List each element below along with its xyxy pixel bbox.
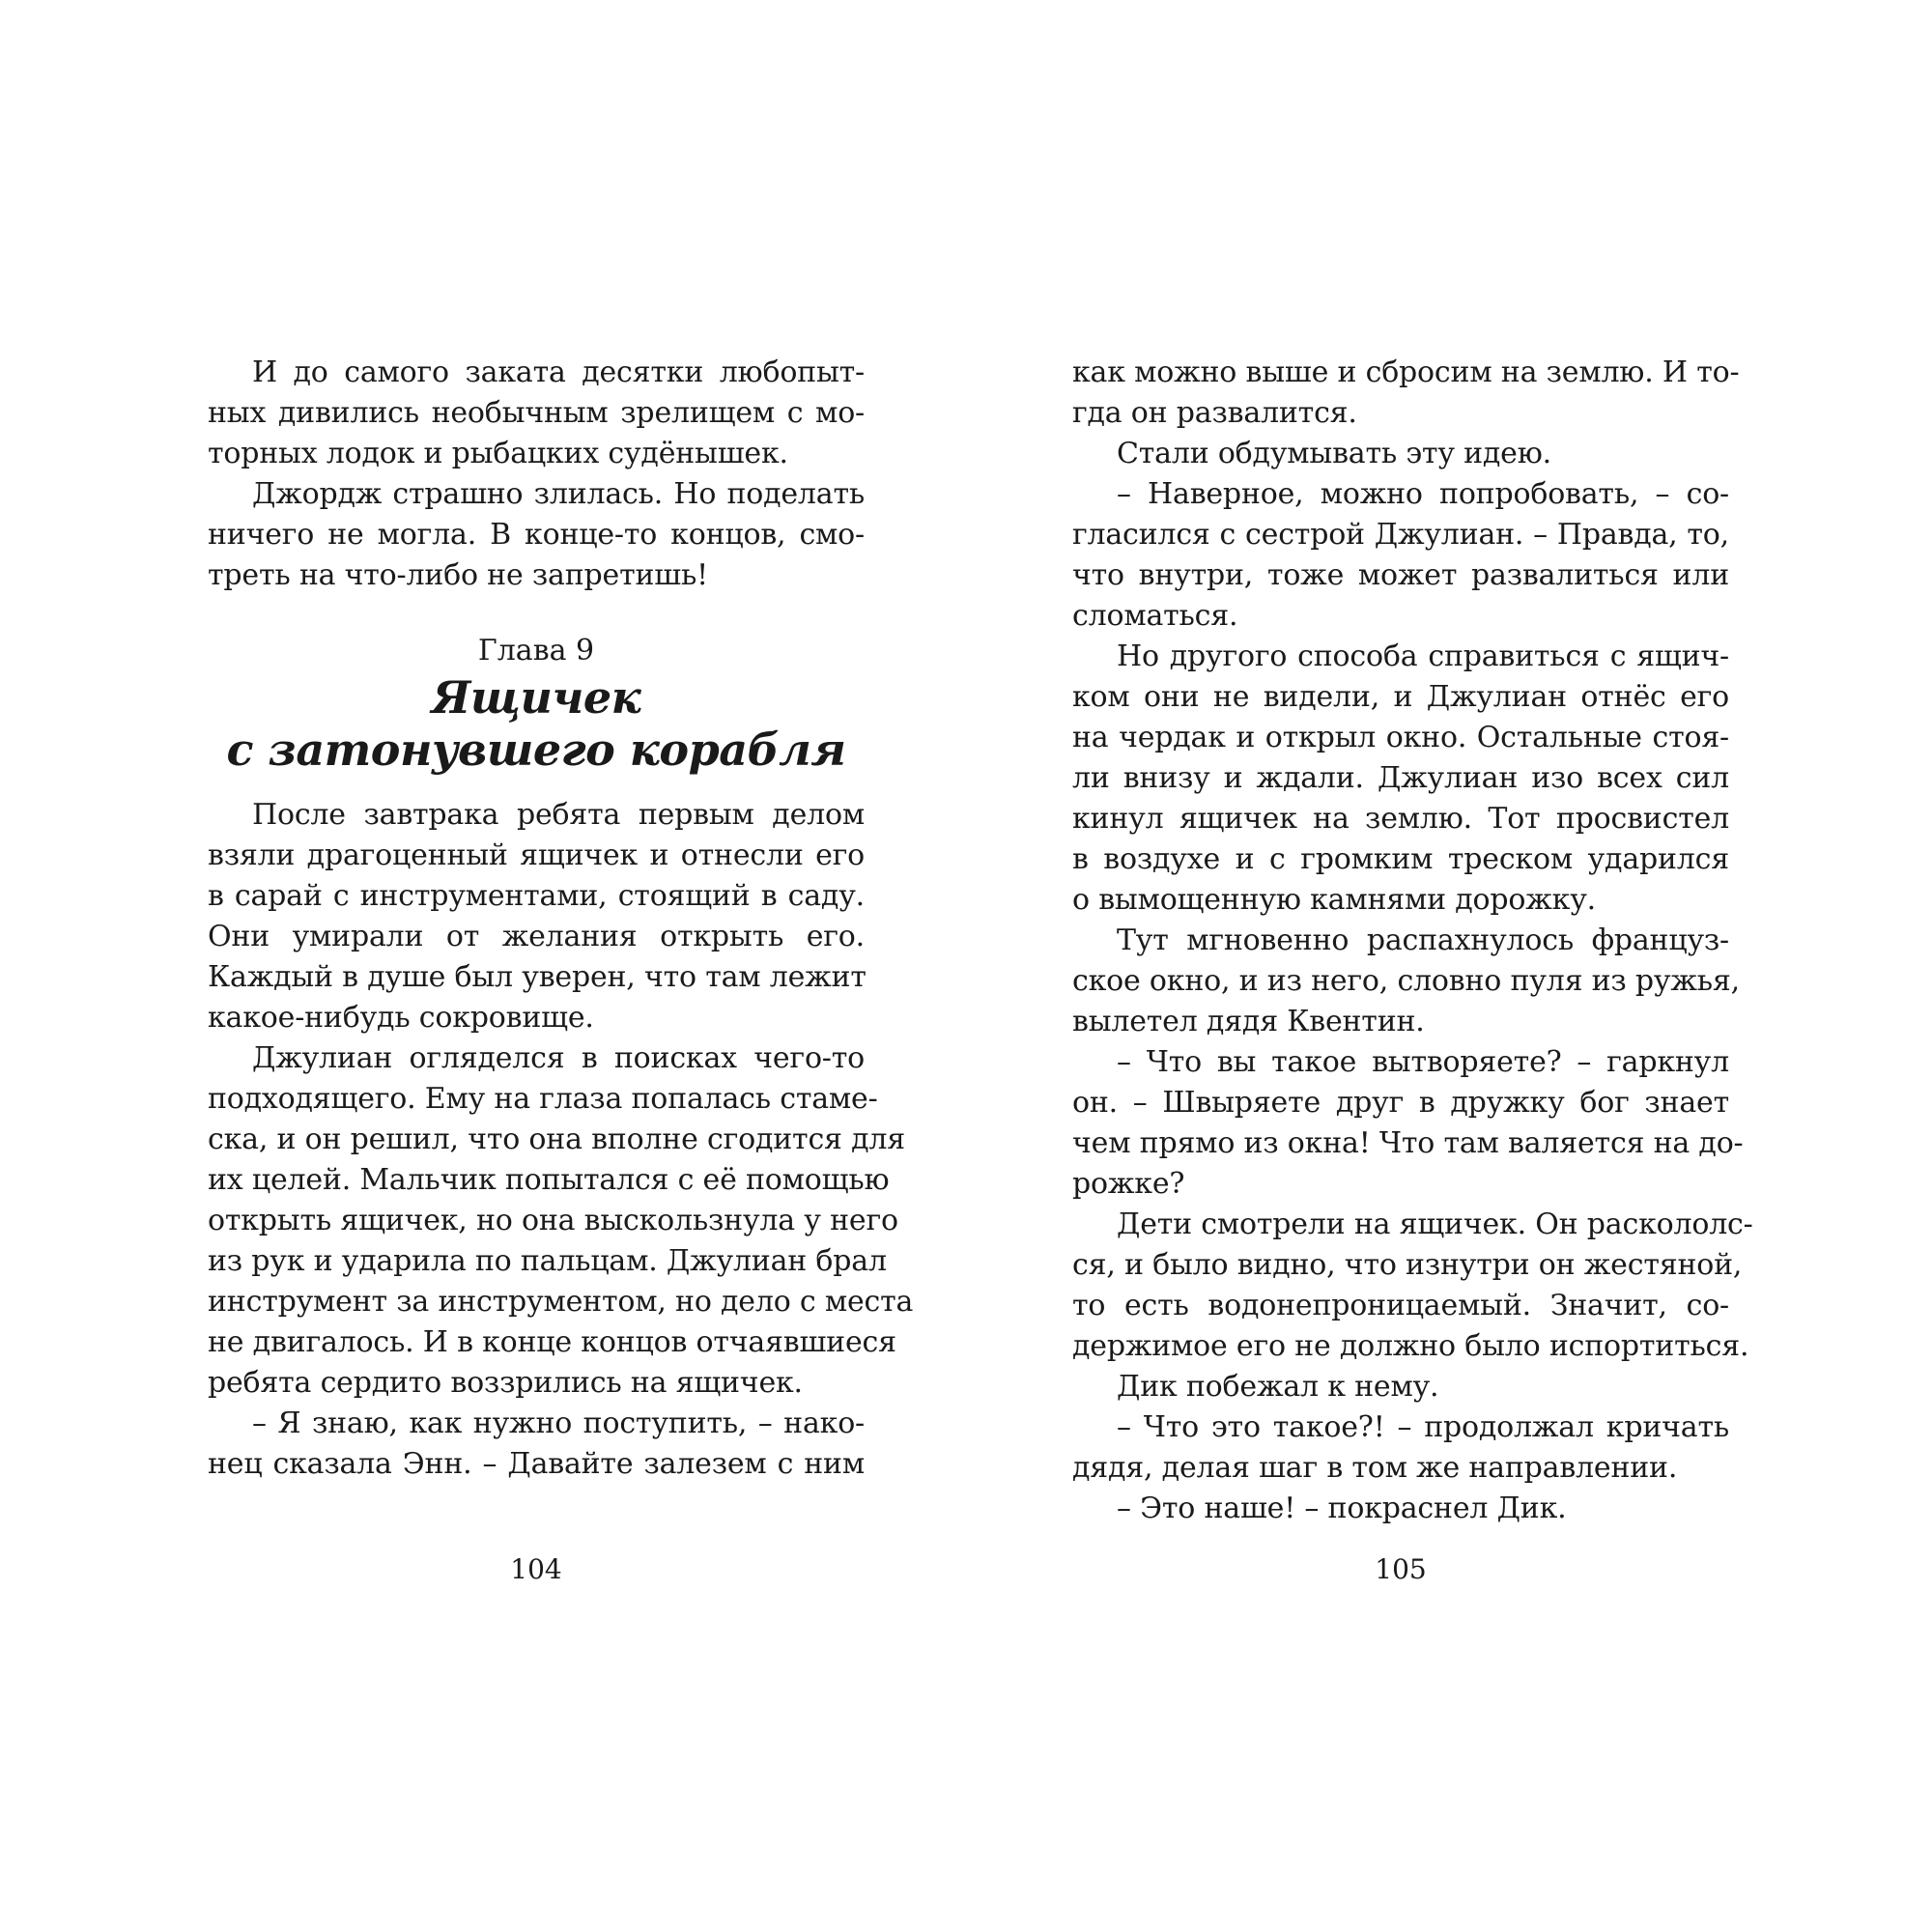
text-line: какое-нибудь сокровище. [208, 1001, 594, 1035]
text-line: гда он развалится. [1072, 396, 1357, 430]
text-line: Джулиан огляделся в поисках чего-то [252, 1041, 865, 1075]
text-line: вылетел дядя Квентин. [1072, 1005, 1425, 1038]
text-line: рожке? [1072, 1167, 1185, 1201]
right-page [1072, 353, 1753, 1529]
text-line: нец сказала Энн. – Давайте залезем с ним [208, 1447, 865, 1481]
text-line: ных дивились необычным зрелищем с мо- [208, 396, 865, 430]
text-line: из рук и ударила по пальцам. Джулиан брал [208, 1244, 887, 1278]
text-line: чем прямо из окна! Что там валяется на до- [1072, 1126, 1744, 1160]
chapter-title-line-2: с затонувшего корабля [226, 724, 846, 776]
right-page-text [1072, 353, 1753, 1529]
chapter-heading [208, 631, 865, 776]
text-line: – Это наше! – покраснел Дик. [1117, 1492, 1567, 1525]
chapter-title-line-1: Ящичек [431, 671, 641, 724]
left-page [208, 353, 914, 1485]
text-line: Джордж страшно злилась. Но поделать [252, 477, 865, 511]
text-line: ком они не видели, и Джулиан отнёс его [1072, 680, 1729, 714]
text-line: ли внизу и ждали. Джулиан изо всех сил [1072, 761, 1729, 795]
text-line: – Что вы такое вытворяете? – гаркнул [1117, 1045, 1729, 1079]
text-line: на чердак и открыл окно. Остальные стоя- [1072, 721, 1729, 754]
text-line: о вымощенную камнями дорожку. [1072, 883, 1596, 917]
text-line: Каждый в душе был уверен, что там лежит [208, 960, 867, 994]
text-line: держимое его не должно было испортиться. [1072, 1329, 1749, 1363]
text-line: ся, и было видно, что изнутри он жестяной, [1072, 1248, 1743, 1282]
text-line: гласился с сестрой Джулиан. – Правда, то, [1072, 518, 1729, 552]
left-page-text-before-chapter [208, 353, 865, 596]
text-line: ска, и он решил, что она вполне сгодится для [208, 1122, 905, 1156]
text-line: их целей. Мальчик попытался с её помощью [208, 1163, 890, 1197]
text-line: открыть ящичек, но она выскользнула у него [208, 1204, 898, 1237]
text-line: как можно выше и сбросим на землю. И то- [1072, 355, 1740, 389]
text-line: Дик побежал к нему. [1117, 1370, 1439, 1404]
text-line: инструмент за инструментом, но дело с места [208, 1285, 914, 1319]
text-line: Они умирали от желания открыть его. [208, 920, 865, 953]
text-line: кинул ящичек на землю. Тот просвистел [1072, 802, 1729, 836]
text-line: треть на что-либо не запретишь! [208, 558, 708, 592]
text-line: Дети смотрели на ящичек. Он раскололс- [1117, 1208, 1753, 1241]
text-line: – Я знаю, как нужно поступить, – нако- [252, 1406, 865, 1440]
text-line: подходящего. Ему на глаза попалась стаме- [208, 1082, 878, 1116]
text-line: торных лодок и рыбацких судёнышек. [208, 437, 788, 470]
text-line: ское окно, и из него, словно пуля из ружья, [1072, 964, 1740, 998]
text-line: в воздухе и с громким треском ударился [1072, 842, 1729, 876]
text-line: И до самого заката десятки любопыт- [252, 355, 865, 389]
text-line: Стали обдумывать эту идею. [1117, 437, 1551, 470]
text-line: дядя, делая шаг в том же направлении. [1072, 1451, 1678, 1485]
text-line: что внутри, тоже может развалиться или [1072, 558, 1729, 592]
text-line: – Что это такое?! – продолжал кричать [1117, 1410, 1729, 1444]
text-line: то есть водонепроницаемый. Значит, со- [1072, 1289, 1729, 1322]
text-line: – Наверное, можно попробовать, – со- [1117, 477, 1729, 511]
text-line: ребята сердито воззрились на ящичек. [208, 1366, 803, 1400]
text-line: взяли драгоценный ящичек и отнесли его [208, 838, 865, 872]
text-line: Тут мгновенно распахнулось француз- [1117, 923, 1729, 957]
text-line: не двигалось. И в конце концов отчаявшиеся [208, 1325, 896, 1359]
text-line: он. – Швыряете друг в дружку бог знает [1072, 1086, 1729, 1120]
text-line: Но другого способа справиться с ящич- [1117, 639, 1729, 673]
page-number-left: 104 [510, 1553, 562, 1585]
page-number-right: 105 [1375, 1553, 1427, 1585]
chapter-number: Глава 9 [477, 634, 595, 668]
text-line: в сарай с инструментами, стоящий в саду. [208, 879, 865, 913]
left-page-text-after-chapter [208, 795, 914, 1485]
text-line: После завтрака ребята первым делом [252, 798, 865, 832]
text-line: ничего не могла. В конце-то концов, смо- [208, 518, 865, 552]
text-line: сломаться. [1072, 599, 1238, 633]
